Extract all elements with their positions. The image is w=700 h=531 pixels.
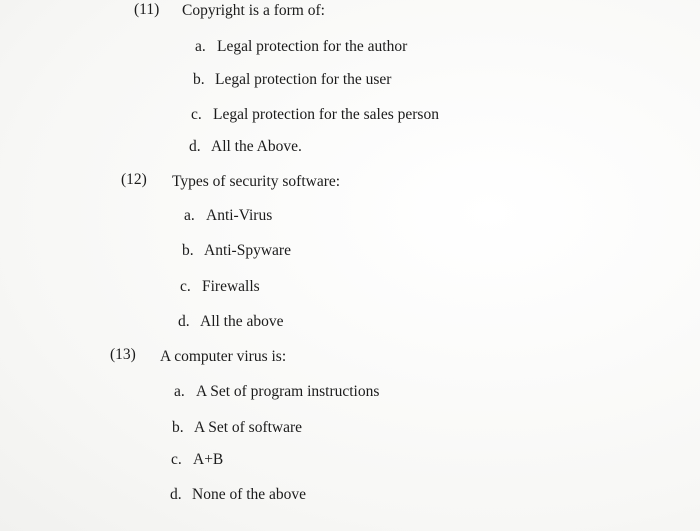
option-a: [174, 383, 379, 401]
option-text: A+B: [193, 451, 224, 468]
option-text: Anti-Virus: [206, 207, 273, 224]
option-letter: c.: [191, 106, 202, 123]
option-b: [182, 242, 291, 260]
option-d: [189, 138, 302, 156]
option-letter: a.: [174, 383, 185, 400]
option-letter: b.: [172, 419, 184, 436]
option-text: All the Above.: [211, 138, 302, 155]
option-text: A Set of software: [194, 419, 303, 436]
option-letter: d.: [170, 486, 182, 503]
option-a: [184, 207, 272, 225]
option-text: Legal protection for the author: [217, 38, 408, 55]
option-text: A Set of program instructions: [196, 383, 380, 400]
option-letter: c.: [171, 451, 182, 468]
option-letter: d.: [189, 138, 201, 155]
option-a: [195, 38, 407, 56]
question-text: Copyright is a form of:: [182, 2, 325, 19]
option-b: [193, 71, 391, 89]
option-text: None of the above: [192, 486, 307, 503]
option-text: Anti-Spyware: [204, 242, 291, 259]
option-letter: b.: [193, 71, 205, 88]
question-number: (11): [134, 1, 160, 18]
option-c: [180, 278, 260, 296]
option-letter: c.: [180, 278, 191, 295]
option-text: Legal protection for the sales person: [213, 106, 439, 123]
option-d: [178, 313, 284, 331]
option-letter: a.: [184, 207, 195, 224]
question-number: (12): [121, 171, 147, 188]
option-c: [191, 106, 439, 124]
option-text: Firewalls: [202, 278, 260, 295]
option-d: [170, 486, 306, 504]
question-number: (13): [110, 346, 136, 363]
option-text: All the above: [200, 313, 284, 330]
question-text: Types of security software:: [172, 173, 341, 190]
option-letter: b.: [182, 242, 194, 259]
option-letter: d.: [178, 313, 190, 330]
option-letter: a.: [195, 38, 206, 55]
question-text: A computer virus is:: [160, 348, 287, 365]
option-text: Legal protection for the user: [215, 71, 392, 88]
option-b: [172, 419, 302, 437]
option-c: [171, 451, 223, 469]
